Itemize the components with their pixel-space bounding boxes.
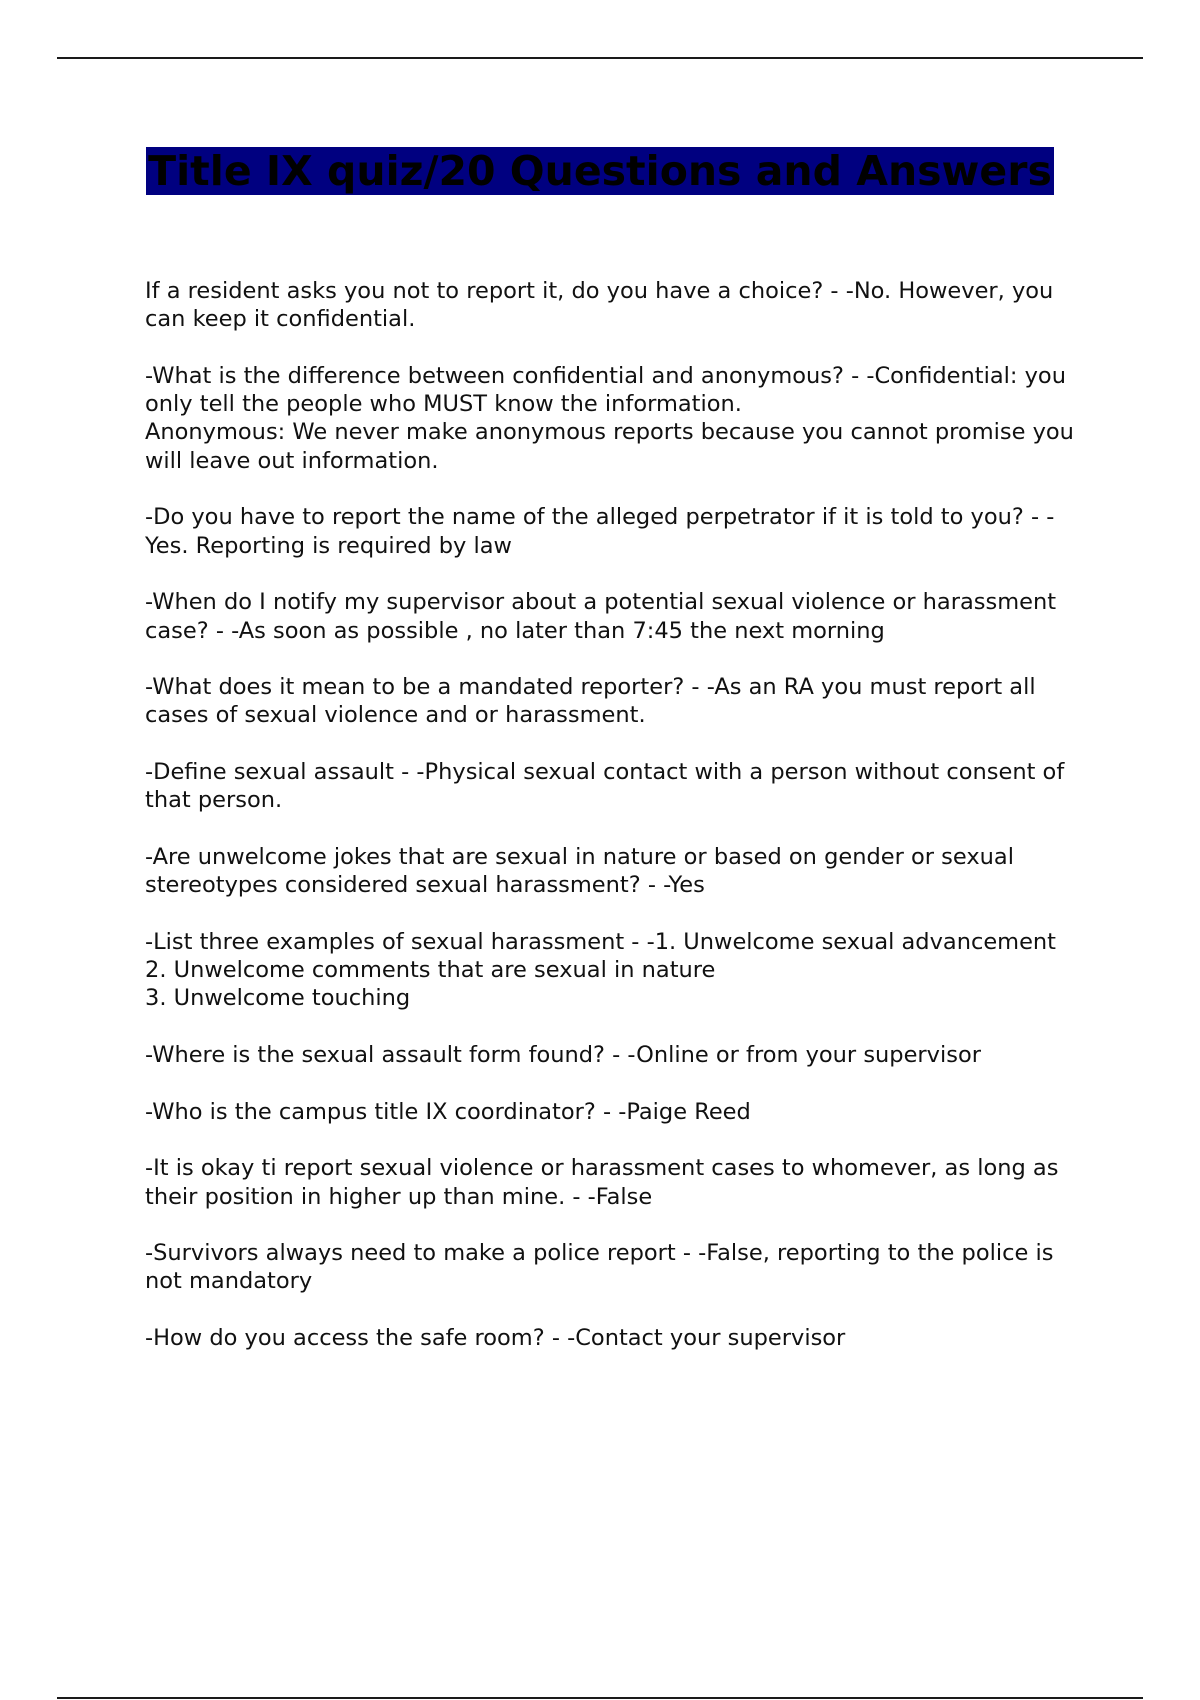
- document-title: Title IX quiz/20 Questions and Answers: [148, 147, 1052, 195]
- qa-entry: -Who is the campus title IX coordinator? - -Paige Reed: [145, 1098, 751, 1125]
- qa-list: [145, 277, 1095, 1381]
- qa-entry: -Are unwelcome jokes that are sexual in nature or based on gender or sexual stereotypes considered sexual harassment? - -Yes: [145, 843, 1014, 899]
- qa-entry: -What does it mean to be a mandated reporter? - -As an RA you must report all cases of sexual violence and or harassment.: [145, 674, 1036, 729]
- qa-entry: -Define sexual assault - -Physical sexual contact with a person without consent of that person.: [145, 759, 1065, 814]
- qa-entry: -Survivors always need to make a police report - -False, reporting to the police is not mandatory: [145, 1240, 1054, 1295]
- qa-entry: -Where is the sexual assault form found? - -Online or from your supervisor: [145, 1042, 981, 1069]
- bottom-rule: [57, 1697, 1143, 1699]
- top-rule: [57, 57, 1143, 59]
- title-block: [0, 146, 1200, 197]
- qa-entry: If a resident asks you not to report it, do you have a choice? - -No. However, you can keep it confidential.: [145, 278, 1054, 333]
- qa-entry: -What is the difference between confidential and anonymous? - -Confidential: you only tell the people who MUST know the information. Anonymous: We never make anonymous reports because you cannot promise you will leave out information.: [145, 362, 1074, 474]
- qa-entry: -How do you access the safe room? - -Contact your supervisor: [145, 1324, 846, 1351]
- qa-entry: -Do you have to report the name of the alleged perpetrator if it is told to you? - -Yes. Reporting is required by law: [145, 504, 1055, 559]
- qa-entry: -List three examples of sexual harassment - -1. Unwelcome sexual advancement 2. Unwelcome comments that are sexual in nature 3. Unwelcome touching: [145, 928, 1057, 1012]
- qa-entry: -When do I notify my supervisor about a potential sexual violence or harassment case? - -As soon as possible , no later than 7:45 the next morning: [145, 589, 1057, 644]
- qa-entry: -It is okay ti report sexual violence or harassment cases to whomever, as long as their position in higher up than mine. - -False: [145, 1155, 1059, 1210]
